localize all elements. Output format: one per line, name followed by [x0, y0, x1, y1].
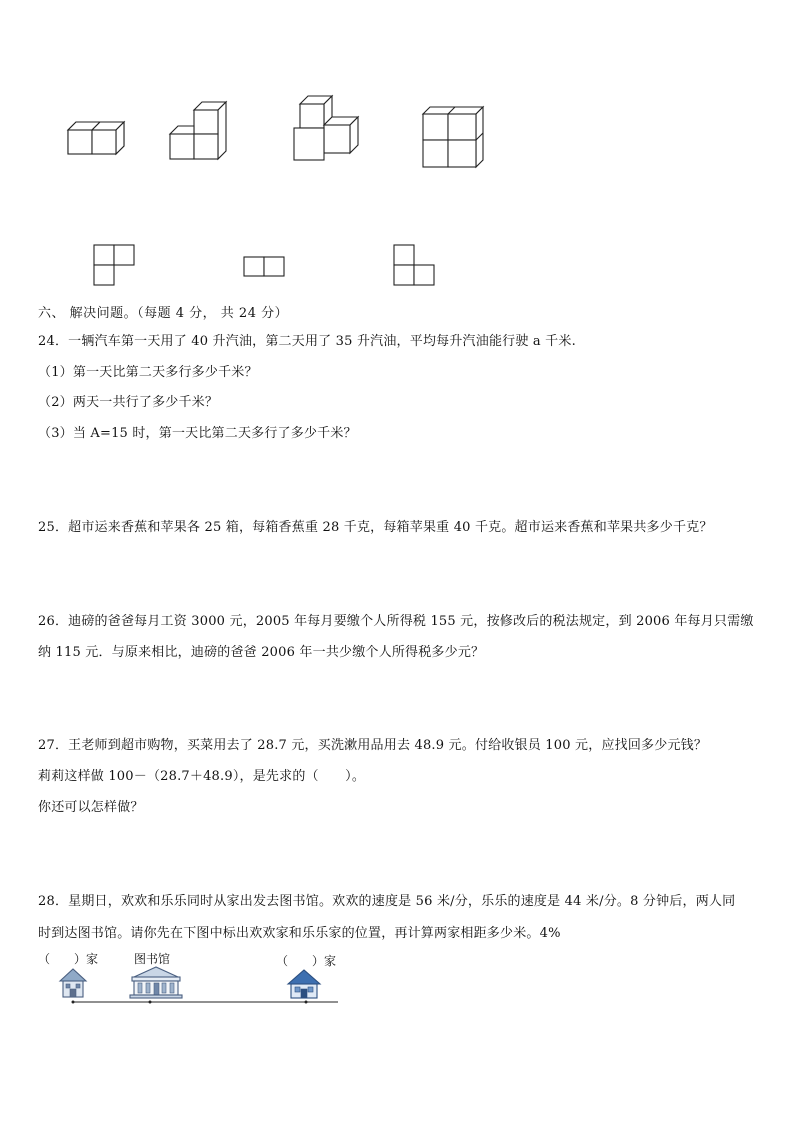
- question-24-part-3: （3）当 A=15 时，第一天比第二天多行了多少千米？: [38, 426, 357, 441]
- question-28-line-1: 28．星期日，欢欢和乐乐同时从家出发去图书馆。欢欢的速度是 56 米/分，乐乐的速度是 44 米/分。8 分钟后，两人同: [38, 894, 736, 909]
- question-27-line-2: 莉莉这样做 100－（28.7＋48.9），是先求的（ ）。: [38, 769, 366, 784]
- cube-figure-2: [166, 101, 228, 161]
- question-24-part-1: （1）第一天比第二天多行多少千米？: [38, 365, 258, 380]
- question-26-line-2: 纳 115 元．与原来相比，迪磅的爸爸 2006 年一共少缴个人所得税多少元？: [38, 645, 485, 660]
- cube-figure-4: [421, 107, 485, 169]
- question-26-line-1: 26．迪磅的爸爸每月工资 3000 元，2005 年每月要缴个人所得税 155 元，按修改后的税法规定，到 2006 年每月只需缴: [38, 614, 754, 629]
- library-icon: [128, 965, 184, 999]
- view-figure-2: [243, 256, 287, 278]
- question-24-stem: 24．一辆汽车第一天用了 40 升汽油，第二天用了 35 升汽油，平均每升汽油能行驶 a 千米.: [38, 334, 576, 349]
- view-figure-3: [393, 244, 437, 288]
- view-figure-1: [93, 244, 137, 288]
- home-right-label: （ ）家: [276, 954, 337, 968]
- question-24-part-2: （2）两天一共行了多少千米？: [38, 395, 219, 410]
- home-left-label: （ ）家: [38, 952, 99, 966]
- library-label: 图书馆: [134, 952, 171, 966]
- question-25-stem: 25．超市运来香蕉和苹果各 25 箱，每箱香蕉重 28 千克，每箱苹果重 40 千克。超市运来香蕉和苹果共多少千克？: [38, 520, 713, 535]
- cube-figure-1: [64, 118, 126, 158]
- question-28-line-2: 时到达图书馆。请你先在下图中标出欢欢家和乐乐家的位置，再计算两家相距多少米。4%: [38, 926, 561, 941]
- house-icon-right: [286, 968, 322, 1000]
- question-27-line-3: 你还可以怎样做？: [38, 800, 144, 815]
- section-title: 六、 解决问题。（每题 4 分， 共 24 分）: [38, 306, 289, 321]
- question-27-line-1: 27．王老师到超市购物，买菜用去了 28.7 元，买洗漱用品用去 48.9 元。付给收银员 100 元，应找回多少元钱？: [38, 738, 708, 753]
- cube-figure-3: [292, 95, 364, 165]
- distance-line: [70, 998, 340, 1008]
- house-icon: [58, 967, 88, 999]
